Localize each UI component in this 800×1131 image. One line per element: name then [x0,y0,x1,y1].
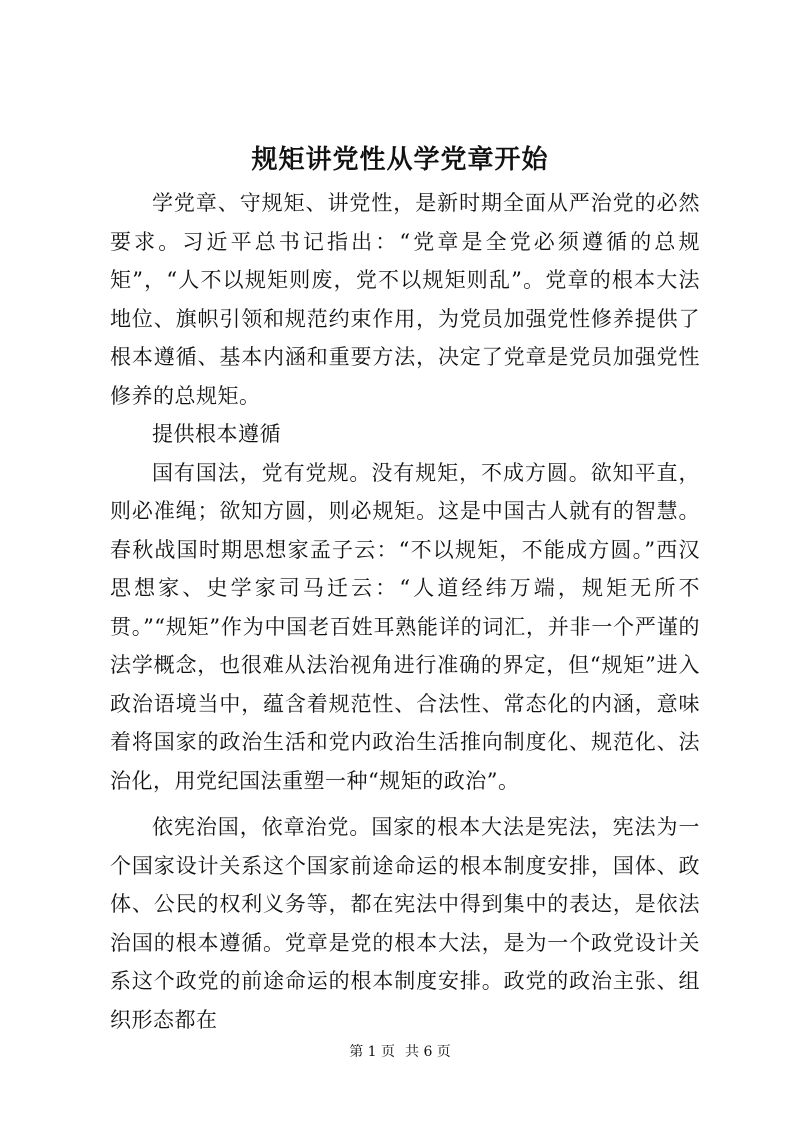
page-number: 第 1 页 [349,1044,395,1060]
page-total: 共 6 页 [405,1044,451,1060]
page-title: 规矩讲党性从学党章开始 [251,145,549,175]
document-body [110,184,700,1039]
paragraph-rules: 国有国法，党有党规。没有规矩，不成方圆。欲知平直，则必准绳；欲知方圆，则必规矩。这是中国古人就有的智慧。春秋战国时期思想家孟子云：“不以规矩，不能成方圆。”西汉思想家、史学家司马迁云：“人道经纬万端，规矩无所不贯。”“规矩”作为中国老百姓耳熟能详的词汇，并非一个严谨的法学概念，也很难从法治视角进行准确的界定，但“规矩”进入政治语境当中，蕴含着规范性、合法性、常态化的内涵，意味着将国家的政治生活和党内政治生活推向制度化、规范化、法治化，用党纪国法重塑一种“规矩的政治”。 [110,460,700,793]
section-heading: 提供根本遵循 [152,422,281,446]
paragraph-constitution: 依宪治国，依章治党。国家的根本大法是宪法，宪法为一个国家设计关系这个国家前途命运的根本制度安排，国体、政体、公民的权利义务等，都在宪法中得到集中的表达，是依法治国的根本遵循。党章是党的根本大法，是为一个政党设计关系这个政党的前途命运的根本制度安排。政党的政治主张、组织形态都在 [110,815,700,1032]
paragraph-intro: 学党章、守规矩、讲党性，是新时期全面从严治党的必然要求。习近平总书记指出：“党章是全党必须遵循的总规矩”，“人不以规矩则废，党不以规矩则乱”。党章的根本大法地位、旗帜引领和规范约束作用，为党员加强党性修养提供了根本遵循、基本内涵和重要方法，决定了党章是党员加强党性修养的总规矩。 [110,191,700,408]
page-footer [0,1042,800,1062]
